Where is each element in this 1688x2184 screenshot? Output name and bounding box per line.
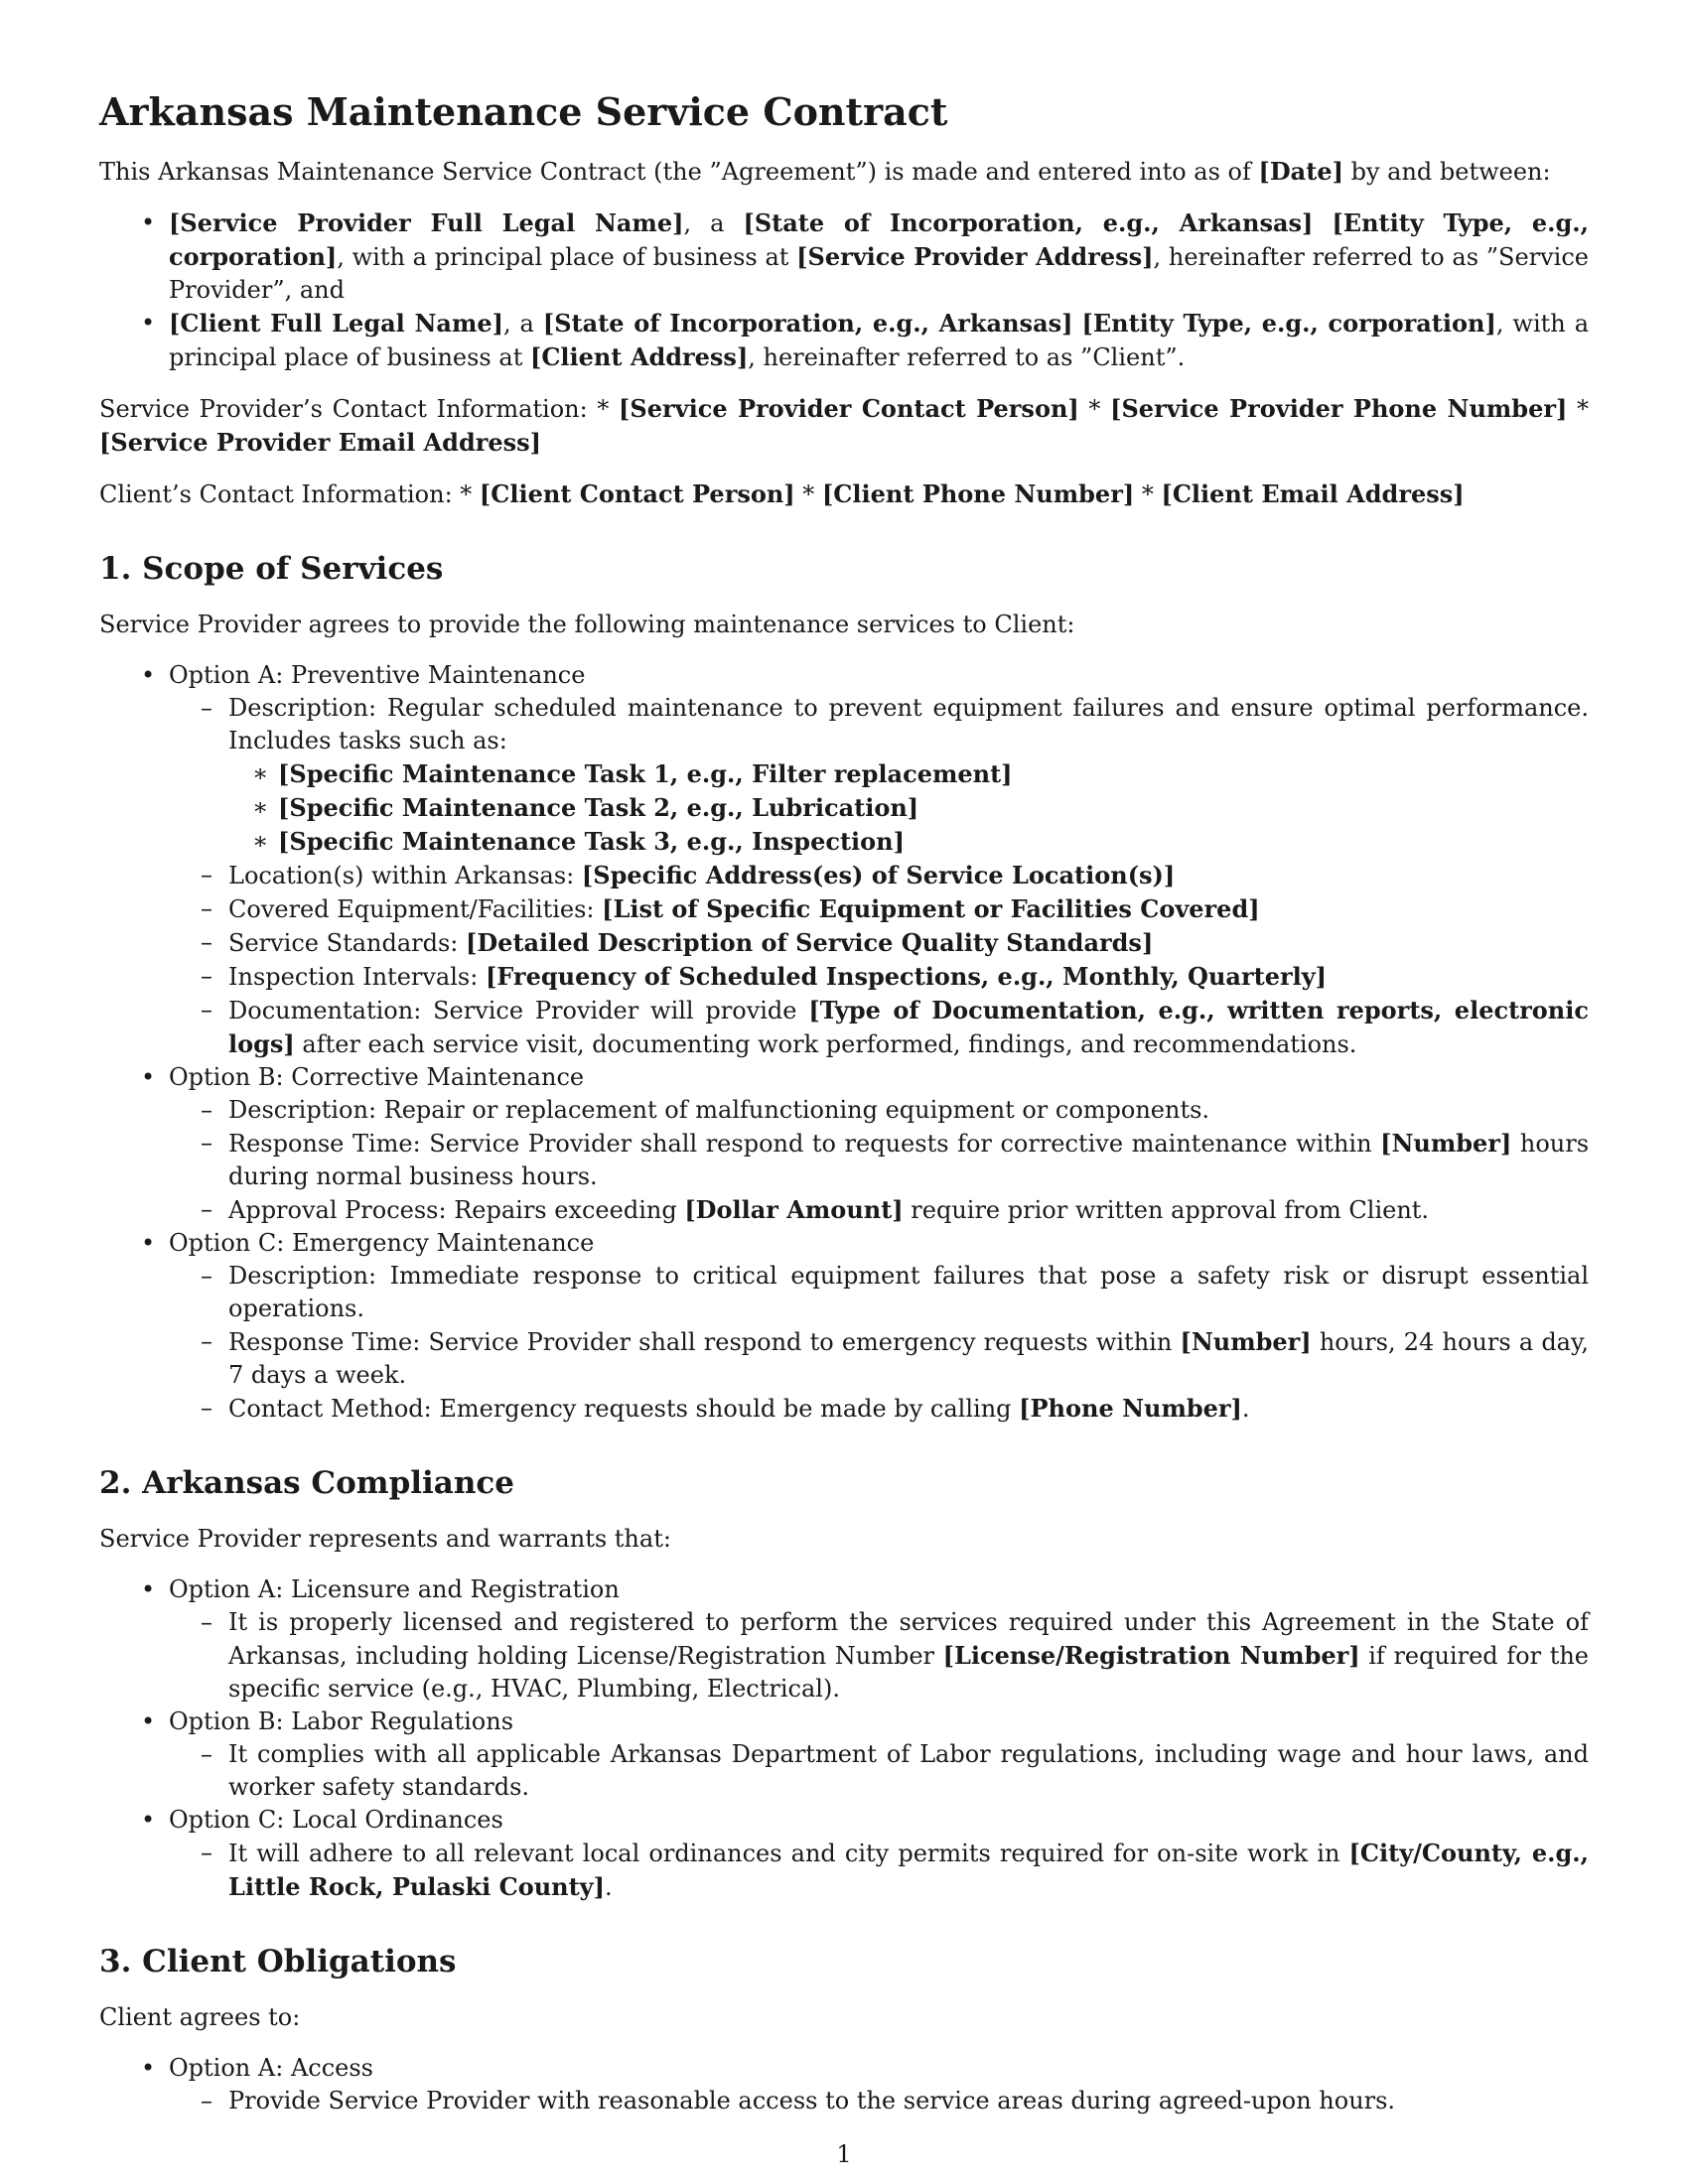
- list-item: – Response Time: Service Provider shall respond to emergency requests within [Number] hours, 24 hours a day, 7 days a week.: [169, 1325, 1589, 1392]
- list-item: – Description: Immediate response to critical equipment failures that pose a safety risk or disrupt essential operations.: [169, 1260, 1589, 1325]
- list-item: – Documentation: Service Provider will provide [Type of Documentation, e.g., written reports, electronic logs] after each service visit, documenting work performed, findings, and recommendations.: [169, 994, 1589, 1061]
- list-item: – It will adhere to all relevant local ordinances and city permits required for on-site work in [City/County, e.g., Little Rock, Pulaski County].: [169, 1837, 1589, 1904]
- list-item: – Provide Service Provider with reasonable access to the service areas during agreed-upon hours.: [169, 2085, 1589, 2117]
- section-heading-client-obligations: 3. Client Obligations: [99, 1944, 457, 1979]
- compliance-intro: Service Provider represents and warrants that:: [99, 1525, 671, 1553]
- section-heading-scope: 1. Scope of Services: [99, 551, 444, 587]
- provider-contact-info: Service Provider’s Contact Information: * [Service Provider Contact Person] * [Service Provider Phone Number] * [Service Provider Email Address]: [99, 394, 1590, 457]
- scope-option-c: • Option C: Emergency Maintenance – Description: Immediate response to critical equipment failures that pose a safety risk or disrupt essential operations. – Response Time: Service Provider shall respond to emergency requests within [Number] hours, 24 hours a day, 7 days a week. – Contact Method: Emergency requests should be made by calling [Phone Number].: [99, 1227, 1589, 1426]
- client-option-a: • Option A: Access – Provide Service Provider with reasonable access to the service areas during agreed-upon hours.: [99, 2052, 1589, 2117]
- client-contact-info: Client’s Contact Information: * [Client Contact Person] * [Client Phone Number] * [Client Email Address]: [99, 479, 1465, 508]
- maintenance-task-list: [228, 757, 1589, 859]
- document-page: [99, 0, 1589, 2117]
- list-item: – Location(s) within Arkansas: [Specific Address(es) of Service Location(s)]: [169, 859, 1589, 892]
- party-client: • [Client Full Legal Name], a [State of Incorporation, e.g., Arkansas] [Entity Type, e.g., corporation], with a principal place of business at [Client Address], hereinafter referred to as ”Client”.: [99, 307, 1589, 374]
- client-obligations-intro: Client agrees to:: [99, 2003, 301, 2031]
- list-item: – Covered Equipment/Facilities: [List of Specific Equipment or Facilities Covered]: [169, 892, 1589, 926]
- scope-option-a: • Option A: Preventive Maintenance – Description: Regular scheduled maintenance to prevent equipment failures and ensure optimal performance. Includes tasks such as: ∗ [Specific Maintenance Task 1, e.g., Filter replacement] ∗ [Specific Maintenance Task 2, e.g., Lubrication] ∗ [Specific Maintenance Task 3, e.g., Inspection] – Location(s) within Arkansas: [Specific Address(es) of Service Location(s)] – Covered Equipment/Facilities: [List of Specific Equipment or Facilities Covered] – Service Standards: [Detailed Description of Service Quality Standards] – Inspection Intervals: [Frequency of Scheduled Inspections, e.g., Monthly, Quarterly] – Documentation: Service Provider will provide [Type of Documentation, e.g., written reports, electronic logs] after each service visit, documenting work performed, findings, and recommendations.: [99, 659, 1589, 1061]
- compliance-options-list: [99, 1573, 1589, 1904]
- compliance-option-b: • Option B: Labor Regulations – It complies with all applicable Arkansas Department of Labor regulations, including wage and hour laws, and worker safety standards.: [99, 1706, 1589, 1804]
- list-item: – Inspection Intervals: [Frequency of Scheduled Inspections, e.g., Monthly, Quarterly]: [169, 960, 1589, 994]
- scope-options-list: [99, 659, 1589, 1426]
- party-service-provider: • [Service Provider Full Legal Name], a [State of Incorporation, e.g., Arkansas] [Entity Type, e.g., corporation], with a principal place of business at [Service Provider Address], hereinafter referred to as ”Service Provider”, and: [99, 206, 1589, 307]
- list-item: – Description: Regular scheduled maintenance to prevent equipment failures and ensure optimal performance. Includes tasks such as: ∗ [Specific Maintenance Task 1, e.g., Filter replacement] ∗ [Specific Maintenance Task 2, e.g., Lubrication] ∗ [Specific Maintenance Task 3, e.g., Inspection]: [169, 692, 1589, 859]
- compliance-option-c: • Option C: Local Ordinances – It will adhere to all relevant local ordinances and city permits required for on-site work in [City/County, e.g., Little Rock, Pulaski County].: [99, 1804, 1589, 1904]
- intro-paragraph: This Arkansas Maintenance Service Contract (the ”Agreement”) is made and entered into as of [Date] by and between:: [99, 157, 1551, 186]
- page-number: 1: [836, 2140, 852, 2168]
- section-heading-compliance: 2. Arkansas Compliance: [99, 1465, 515, 1501]
- list-item: – It is properly licensed and registered to perform the services required under this Agreement in the State of Arkansas, including holding License/Registration Number [License/Registration Number] if required for the specific service (e.g., HVAC, Plumbing, Electrical).: [169, 1606, 1589, 1706]
- list-item: – Approval Process: Repairs exceeding [Dollar Amount] require prior written approval from Client.: [169, 1193, 1589, 1227]
- list-item: – Description: Repair or replacement of malfunctioning equipment or components.: [169, 1094, 1589, 1127]
- document-title: Arkansas Maintenance Service Contract: [99, 89, 948, 134]
- parties-list: [99, 206, 1589, 374]
- list-item: ∗ [Specific Maintenance Task 1, e.g., Filter replacement]: [228, 757, 1589, 791]
- list-item: – Response Time: Service Provider shall respond to requests for corrective maintenance within [Number] hours during normal business hours.: [169, 1127, 1589, 1193]
- list-item: – It complies with all applicable Arkansas Department of Labor regulations, including wage and hour laws, and worker safety standards.: [169, 1738, 1589, 1804]
- list-item: ∗ [Specific Maintenance Task 2, e.g., Lubrication]: [228, 791, 1589, 825]
- scope-intro: Service Provider agrees to provide the following maintenance services to Client:: [99, 611, 1075, 638]
- list-item: ∗ [Specific Maintenance Task 3, e.g., Inspection]: [228, 825, 1589, 859]
- compliance-option-a: • Option A: Licensure and Registration – It is properly licensed and registered to perform the services required under this Agreement in the State of Arkansas, including holding License/Registration Number [License/Registration Number] if required for the specific service (e.g., HVAC, Plumbing, Electrical).: [99, 1573, 1589, 1706]
- scope-option-b: • Option B: Corrective Maintenance – Description: Repair or replacement of malfunctioning equipment or components. – Response Time: Service Provider shall respond to requests for corrective maintenance within [Number] hours during normal business hours. – Approval Process: Repairs exceeding [Dollar Amount] require prior written approval from Client.: [99, 1061, 1589, 1227]
- list-item: – Service Standards: [Detailed Description of Service Quality Standards]: [169, 926, 1589, 960]
- list-item: – Contact Method: Emergency requests should be made by calling [Phone Number].: [169, 1392, 1589, 1426]
- client-obligations-list: [99, 2052, 1589, 2117]
